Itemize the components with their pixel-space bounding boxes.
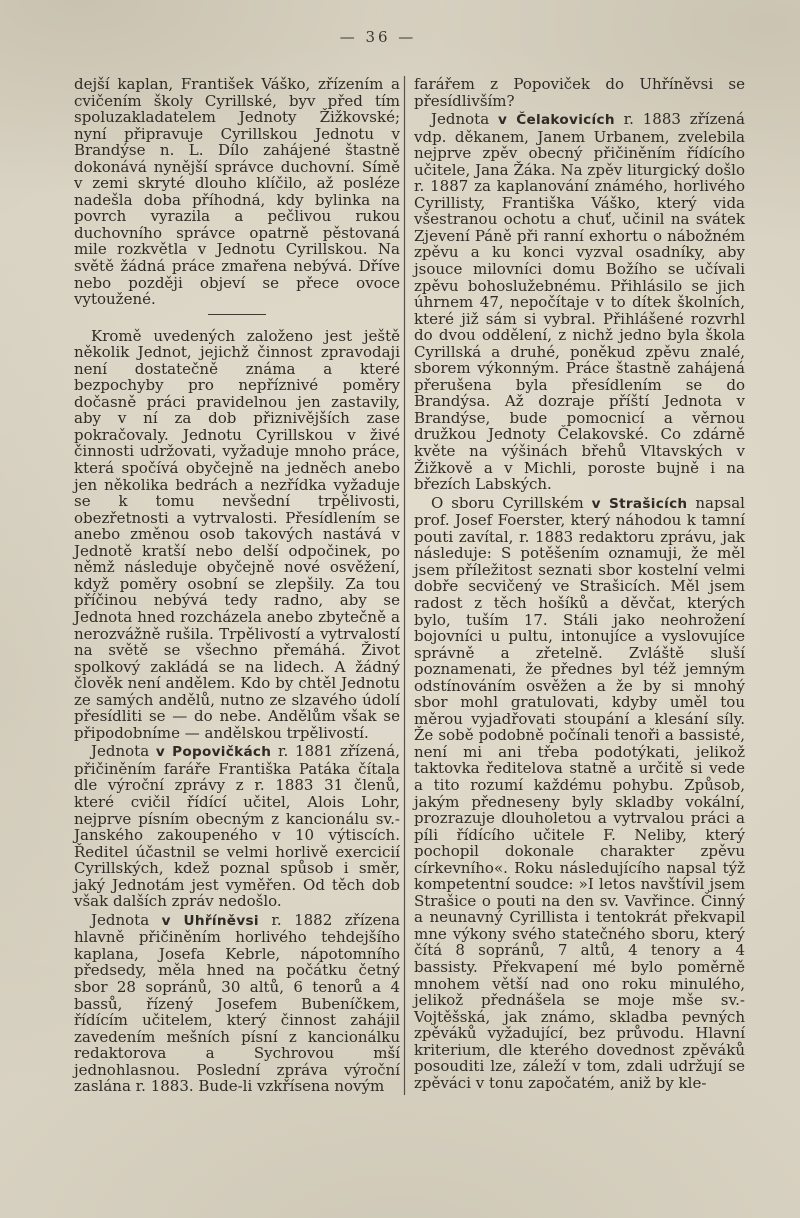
two-column-text: [74, 76, 746, 1095]
society-name-uhrinevsi: v Uhříněvsi: [161, 912, 259, 929]
paragraph: [414, 111, 745, 493]
paragraph-text: Jednota: [431, 110, 498, 129]
paragraph: [74, 912, 400, 1095]
paragraph: dejší kaplan, František Váško, zřízením a cvičením školy Cyrillské, byv před tím spoluzakladatelem Jednoty Žižkovské; nyní připravuje Cyrillskou Jednotu v Brandýse n. L. Dílo zahájené štastně dokonává nynější správce duchovní. Símě v zemi skryté dlouho klíčilo, až posléze nadešla doba příhodná, kdy bylinka na povrch vyrazila a pečlivou rukou duchovního správce opatrně pěstovaná mile rozkvětla v Jednotu Cyrillskou. Na světě žádná práce zmařena nebývá. Dříve nebo později objeví se přece ovoce vytoužené.: [74, 75, 400, 309]
paragraph-text: Jednota: [91, 742, 156, 761]
paragraph: Kromě uvedených založeno jest ještě několik Jednot, jejichž činnost zpravodaji není dostatečně známa a které bezpochyby pro nepříznivé poměry dočasně práci pravidelnou jen zastavily, aby v ní za dob přiznivějších zase pokračovaly. Jednotu Cyrillskou v živé činnosti udržovati, vyžaduje mnoho práce, která spočívá obyčejně na jedněch anebo jen několika bedrách a nezřídka vyžaduje se k tomu nevšední trpělivosti, obezřetnosti a vytrvalosti. Přesídlením se anebo změnou osob takových nastává v Jednotě kratší nebo delší odpočinek, po němž následuje obyčejně nové osvěžení, když poměry osobní se zlepšily. Za tou příčinou nebývá tedy radno, aby se Jednota hned rozcházela anebo zbytečně a nerozvážně rušila. Trpělivostí a vytrvalostí na světě se všechno přemáhá. Život spolkový zakládá se na lidech. A žádný člověk není andělem. Kdo by chtěl Jednotu ze samých andělů, nutno ze slzavého údolí přesídliti se — do nebe. Andělům však se připodobníme — andělskou trpělivostí.: [74, 326, 400, 742]
society-name-celakovicich: v Čelakovicích: [497, 112, 615, 129]
society-name-strasicich: v Strašicích: [591, 495, 688, 512]
paragraph: farářem z Popoviček do Uhříněvsi se přesídlivším?: [414, 75, 745, 110]
paragraph-text: O sboru Cyrillském: [431, 493, 592, 512]
paragraph-text: Jednota: [91, 910, 162, 929]
paragraph-text: r. 1881 zřízená, přičiněním faráře Františka Patáka čítala dle výroční zprávy z r. 1883 31 členů, které cvičil řídící učitel, Alois Lohr, nejprve písním obecným z kancionálu sv.-Janského zakoupeného v 10 výtiscích. Ředitel účastnil se velmi horlivě exercicií Cyrillských, kdež poznal spůsob i směr, jaký Jednotám jest vyměřen. Od těch dob však dalších zpráv nedošlo.: [74, 742, 400, 911]
right-column: [414, 76, 745, 1095]
left-column: [74, 76, 400, 1095]
column-divider: [404, 76, 405, 1095]
paragraph: [74, 743, 400, 909]
section-divider-rule: [208, 314, 266, 315]
society-name-popovickach: v Popovičkách: [155, 744, 272, 761]
page-number: — 36 —: [339, 28, 417, 46]
paragraph: [414, 495, 745, 1092]
paragraph-text: napsal prof. Josef Foerster, který náhodou k tamní pouti zavítal, r. 1883 redaktoru zprávu, jak následuje: S potěšením oznamuji, že měl jsem příležitost seznati sbor kostelní velmi dobře secvičený ve Strašicích. Měl jsem radost z těch hošíků a děvčat, kterých bylo, tuším 17. Stáli jako neohrožení bojovníci u pultu, intonujíce a vyslovujíce správně a zřetelně. Zvláště sluší poznamenati, že přednes byl též jemným odstínováním osvěžen a že by si mnohý sbor mohl gratulovati, kdyby uměl tou měrou vyjadřovati stoupání a klesání síly. Že sobě podobně počínali tenoři a bassisté, není mi ani třeba podotýkati, jelikož taktovka ředitelova statně a určitě si vede a tito rozumí každému pohybu. Způsob, jakým předneseny byly skladby vokální, prozrazuje dlouholetou a vytrvalou práci a píli řídícího učitele F. Neliby, který pochopil dokonale charakter zpěvu církevního«. Roku následujícího napsal týž kompetentní soudce: »I letos navštívil jsem Strašice o pouti na den sv. Vavřince. Činný a neunavný Cyrillista i tentokrát překvapil mne výkony svého statečného sboru, který čítá 8 sopránů, 7 altů, 4 tenory a 4 bassisty. Překvapení mé bylo poměrně mnohem větší nad ono roku minulého, jelikož přednášela se moje mše sv.-Vojtěšská, jak známo, skladba pevných zpěváků vyžadující, bez průvodu. Hlavní kriterium, dle kterého dovednost zpěváků posouditi lze, záleží v tom, zdali udržují se zpěváci v tonu započatém, aniž by kle-: [414, 493, 745, 1092]
paragraph-text: r. 1883 zřízená vdp. děkanem, Janem Urbanem, zvelebila nejprve zpěv obecný přičiněním řídícího učitele, Jana Žáka. Na zpěv liturgický došlo r. 1887 za kaplanování známého, horlivého Cyrillisty, Františka Váško, který vida všestranou ochotu a chuť, učinil na svátek Zjevení Páně při ranní exhortu o nábožném zpěvu a ku konci vyzval osadníky, aby jsouce milovníci domu Božího se učívali zpěvu bohoslužebnému. Přihlásilo se jich úhrnem 47, nepočítaje v to dítek školních, které již sám si vybral. Přihlášené rozvrhl do dvou oddělení, z nichž jedno byla škola Cyrillská a druhé, poněkud zpěvu znalé, sborem výkonným. Práce štastně zahájená přerušena byla přesídlením se do Brandýsa. Až dozraje příští Jednota v Brandýse, bude pomocnicí a věrnou družkou Jednoty Čelakovské. Co zdárně květe na výšinách břehů Vltavských v Žižkově a v Michli, poroste bujně i na březích Labských.: [414, 110, 745, 494]
paragraph-text: r. 1882 zřízena hlavně přičiněním horlivého tehdejšího kaplana, Josefa Kebrle, nápotomního předsedy, měla hned na počátku četný sbor 28 sopránů, 30 altů, 6 tenorů a 4 bassů, řízený Josefem Bubeníčkem, řídícím učitelem, který činnost zahájil zavedením mešních písní z kancionálku redaktorova a Sychrovou mší jednohlasnou. Poslední zpráva výroční zaslána r. 1883. Bude-li vzkřísena novým: [74, 910, 400, 1096]
